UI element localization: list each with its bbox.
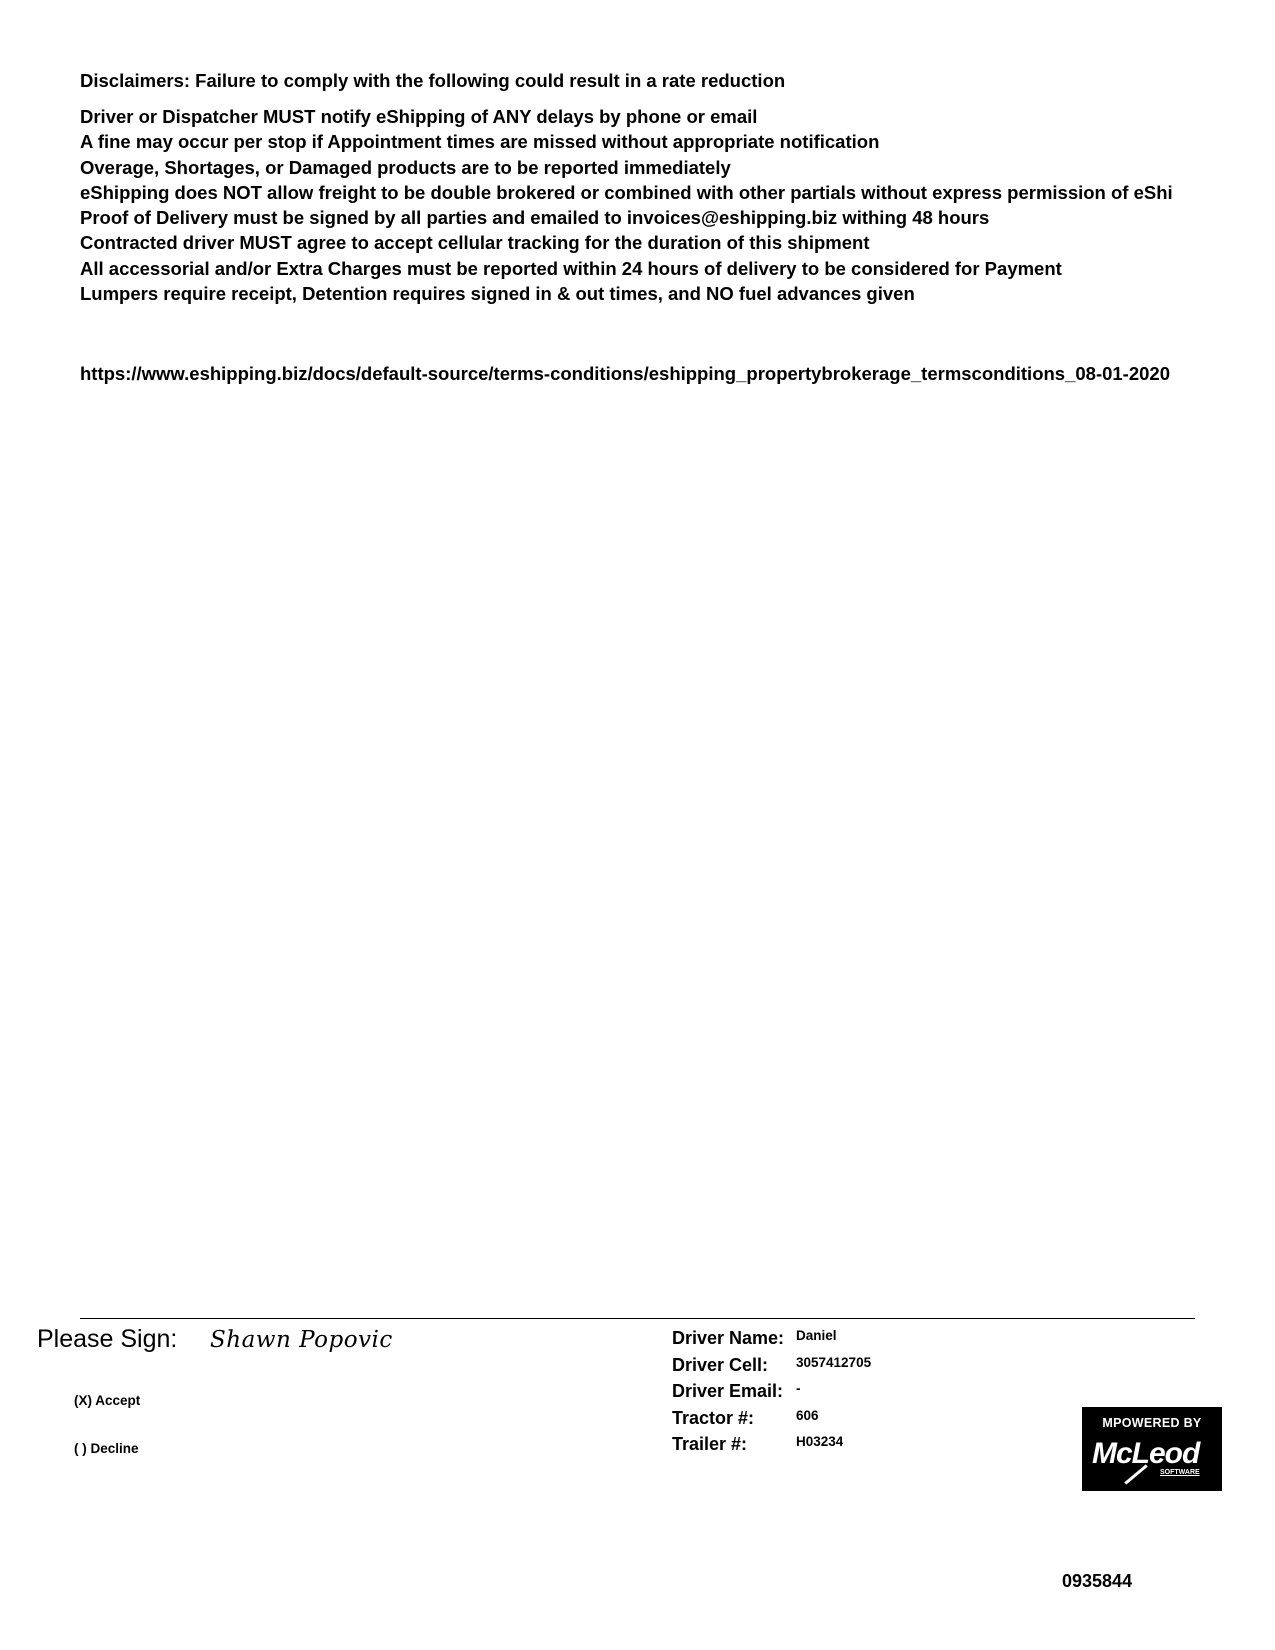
driver-cell-value: 3057412705 xyxy=(796,1354,872,1370)
disclaimers-list xyxy=(80,104,1173,306)
driver-name-value: Daniel xyxy=(796,1328,837,1343)
signature-divider xyxy=(80,1318,1195,1319)
accept-option[interactable]: (X) Accept xyxy=(74,1393,141,1408)
driver-email-label: Driver Email: xyxy=(672,1381,784,1401)
disclaimer-line: Proof of Delivery must be signed by all parties and emailed to invoices@eshipping.biz withing 48 hours xyxy=(80,207,990,229)
logo-subtext: SOFTWARE xyxy=(1160,1469,1200,1476)
disclaimer-line: All accessorial and/or Extra Charges must be reported within 24 hours of delivery to be considered for Payment xyxy=(80,257,1062,279)
document-id: 0935844 xyxy=(1062,1571,1133,1591)
logo-brand: McLeod xyxy=(1092,1437,1200,1470)
logo-powered-by: MPOWERED BY xyxy=(1102,1416,1202,1430)
handwritten-signature: Shawn Popovic xyxy=(210,1327,393,1353)
disclaimer-line: Lumpers require receipt, Detention requires signed in & out times, and NO fuel advances given xyxy=(80,283,915,305)
disclaimer-line: Overage, Shortages, or Damaged products are to be reported immediately xyxy=(80,156,731,178)
disclaimers-heading: Disclaimers: Failure to comply with the following could result in a rate reduction xyxy=(80,70,786,91)
driver-email-value: - xyxy=(796,1381,801,1396)
terms-conditions-link[interactable]: https://www.eshipping.biz/docs/default-source/terms-conditions/eshipping_propertybrokerage_termsconditions_08-01-2020 xyxy=(80,363,1171,384)
disclaimer-line: A fine may occur per stop if Appointment times are missed without appropriate notification xyxy=(80,131,880,153)
disclaimer-line: Driver or Dispatcher MUST notify eShipping of ANY delays by phone or email xyxy=(80,106,758,127)
trailer-label: Trailer #: xyxy=(672,1434,748,1454)
disclaimer-line: eShipping does NOT allow freight to be double brokered or combined with other partials without express permission of eShi xyxy=(80,181,1173,203)
disclaimer-line: Contracted driver MUST agree to accept cellular tracking for the duration of this shipment xyxy=(80,232,870,254)
driver-name-label: Driver Name: xyxy=(672,1328,785,1348)
please-sign-label: Please Sign: xyxy=(37,1325,178,1353)
mcleod-logo xyxy=(1082,1407,1222,1491)
decline-option[interactable]: ( ) Decline xyxy=(74,1441,139,1456)
trailer-value: H03234 xyxy=(796,1434,844,1449)
driver-cell-label: Driver Cell: xyxy=(672,1354,769,1375)
tractor-label: Tractor #: xyxy=(672,1407,755,1428)
tractor-value: 606 xyxy=(796,1407,819,1423)
